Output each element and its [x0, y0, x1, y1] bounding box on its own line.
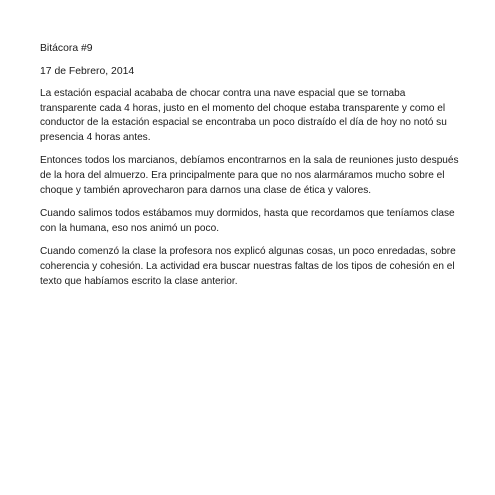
paragraph-1: La estación espacial acababa de chocar contra una nave espacial que se tornaba transparente cada 4 horas, justo en el momento del choque estaba transparente y como el conductor de la estación espacial se encontraba un poco distraído el día de hoy no notó su presencia 4 horas antes.: [40, 88, 447, 143]
paragraph-3: Cuando salimos todos estábamos muy dormidos, hasta que recordamos que teníamos clase con la humana, eso nos animó un poco.: [40, 208, 455, 234]
paragraph-4: Cuando comenzó la clase la profesora nos explicó algunas cosas, un poco enredadas, sobre coherencia y cohesión. La actividad era buscar nuestras faltas de los tipos de cohesión en el texto que habíamos escrito la clase anterior.: [40, 246, 456, 287]
document-date: 17 de Febrero, 2014: [40, 66, 135, 77]
paragraph-2: Entonces todos los marcianos, debíamos encontrarnos en la sala de reuniones justo después de la hora del almuerzo. Era principalmente para que no nos alarmáramos mucho sobre el choque y también aprovecharon para darnos una clase de ética y valores.: [40, 155, 459, 196]
document-title: Bitácora #9: [40, 43, 93, 54]
